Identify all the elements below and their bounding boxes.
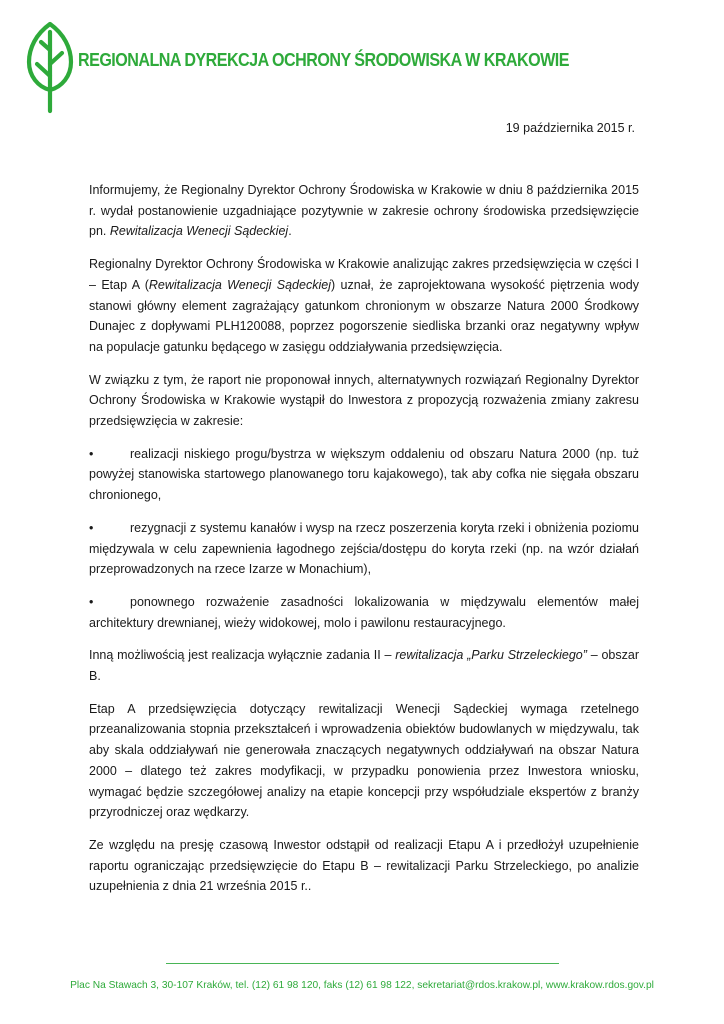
- paragraph-4-text: Inną możliwością jest realizacja wyłącznie zadania II –: [89, 648, 396, 663]
- paragraph-2: [89, 254, 639, 358]
- paragraph-4: [89, 645, 639, 686]
- paragraph-5: Etap A przedsięwzięcia dotyczący rewitalizacji Wenecji Sądeckiej wymaga rzetelnego przeanalizowania stopnia przekształceń i wprowadzenia obiektów budowlanych w międzywalu, tak aby skala oddziaływań nie generowała znaczących negatywnych oddziaływań na obszar Natura 2000 – dlatego też zakres modyfikacji, w przypadku ponowienia przez Inwestora wniosku, wymagać będzie szczegółowej analizy na etapie koncepcji przy współudziale ekspertów z branży przyrodniczej oraz wędkarzy.: [89, 701, 639, 820]
- paragraph-2-text: Regionalny Dyrektor Ochrony Środowiska w Krakowie analizując zakres przedsięwzięcia w części I – Etap A (: [89, 257, 639, 292]
- letter-date: 19 października 2015 r.: [505, 121, 635, 135]
- paragraph-2-end: ) uznał, że zaprojektowana wysokość piętrzenia wody stanowi główny element zagrażający gatunkom chronionym w obszarze Natura 2000 Środkowy Dunajec z dopływami PLH120088, poprzez pogorszenie siedliska brzanki oraz negatywny wpływ na populacje gatunku będącego w zasięgu oddziaływania przedsięwzięcia.: [89, 277, 639, 354]
- list-item: [89, 518, 639, 580]
- list-item-text: realizacji niskiego progu/bystrza w większym oddaleniu od obszaru Natura 2000 (np. tuż powyżej stanowiska startowego planowanego toru kajakowego), tak aby cofka nie sięgała obszaru chronionego,: [89, 446, 639, 503]
- paragraph-6: Ze względu na presję czasową Inwestor odstąpił od realizacji Etapu A i przedłożył uzupełnienie raportu ograniczając przedsięwzięcie do Etapu B – rewitalizacji Parku Strzeleckiego, po analizie uzupełnienia z dnia 21 września 2015 r..: [89, 837, 639, 894]
- list-item: [89, 444, 639, 506]
- footer-divider: [166, 963, 559, 964]
- paragraph-1-end: .: [288, 224, 292, 239]
- list-item-text: rezygnacji z systemu kanałów i wysp na rzecz poszerzenia koryta rzeki i obniżenia poziomu międzywala w celu zapewnienia łagodnego zejścia/dostępu do koryta rzeki (np. na wzór działań przeprowadzonych na rzece Izarze w Monachium),: [89, 520, 639, 577]
- list-item: [89, 592, 639, 633]
- list-item-text: ponownego rozważenie zasadności lokalizowania w międzywalu elementów małej architektury drewnianej, wieży widokowej, molo i pawilonu restauracyjnego.: [89, 594, 639, 630]
- leaf-logo-icon: [26, 20, 74, 114]
- organization-name: REGIONALNA DYREKCJA OCHRONY ŚRODOWISKA W KRAKOWIE: [78, 49, 569, 70]
- letter-body: [89, 180, 639, 909]
- bullet-glyph: •: [89, 594, 94, 609]
- bullet-glyph: •: [89, 446, 94, 461]
- paragraph-3: W związku z tym, że raport nie proponował innych, alternatywnych rozwiązań Regionalny Dyrektor Ochrony Środowiska w Krakowie wystąpił do Inwestora z propozycją rozważenia zmiany zakresu przedsięwzięcia w zakresie:: [89, 372, 639, 429]
- footer-contact: Plac Na Stawach 3, 30-107 Kraków, tel. (12) 61 98 120, faks (12) 61 98 122, sekretariat@rdos.krakow.pl, www.krakow.rdos.gov.pl: [70, 980, 654, 991]
- paragraph-1: [89, 180, 639, 242]
- paragraph-4-park-name: rewitalizacja „Parku Strzeleckiego”: [395, 648, 587, 663]
- paragraph-2-project-name: Rewitalizacja Wenecji Sądeckiej: [148, 277, 331, 292]
- paragraph-1-text: Informujemy, że Regionalny Dyrektor Ochrony Środowiska w Krakowie w dniu 8 października 2015 r. wydał postanowienie uzgadniające pozytywnie w zakresie ochrony środowiska przedsięwzięcie pn.: [89, 183, 639, 239]
- paragraph-4-end: – obszar B.: [89, 648, 639, 684]
- paragraph-1-project-name: Rewitalizacja Wenecji Sądeckiej: [109, 224, 289, 239]
- bullet-glyph: •: [89, 520, 94, 535]
